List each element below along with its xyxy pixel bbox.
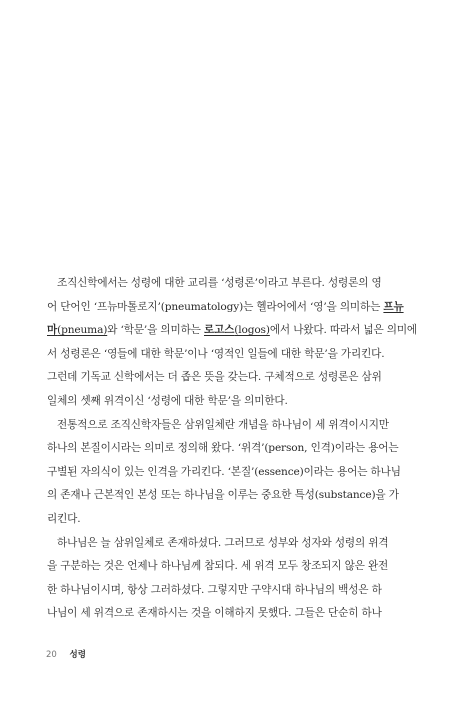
text-segment: 을 구분하는 것은 언제나 하나님께 참되다. 세 위격 모두 창조되지 않은 완전 <box>47 560 389 573</box>
text-line <box>47 555 427 579</box>
text-segment: 와 ‘학문’을 의미하는 <box>107 324 204 337</box>
text-line <box>47 579 427 603</box>
paragraph <box>47 532 427 626</box>
text-segment: 한 하나님이시며, 항상 그러하셨다. 그렇지만 구약시대 하나님의 백성은 하 <box>47 583 382 596</box>
text-segment: 에서 나왔다. 따라서 넓은 의미에 <box>269 324 418 337</box>
running-title: 성령 <box>69 650 86 660</box>
text-segment: 마 <box>47 324 58 337</box>
text-line <box>47 343 427 367</box>
text-segment: (pneuma) <box>57 324 108 337</box>
text-segment: 일체의 셋째 위격이신 ‘성령에 대한 학문’을 의미한다. <box>47 394 288 407</box>
text-line <box>47 296 427 320</box>
paragraph <box>47 272 427 414</box>
body-text <box>47 272 427 626</box>
text-segment: 서 성령론은 ‘영들에 대한 학문’이나 ‘영적인 일들에 대한 학문’을 가리킨다. <box>47 347 385 360</box>
text-segment: 리킨다. <box>47 512 81 525</box>
page-number: 20 <box>46 650 57 660</box>
text-segment: 프뉴 <box>383 300 404 313</box>
text-line <box>47 532 427 556</box>
text-line <box>47 366 427 390</box>
text-line <box>47 602 427 626</box>
text-segment: 하나의 본질이시라는 의미로 정의해 왔다. ‘위격’(person, 인격)이라는 용어는 <box>47 442 399 455</box>
text-segment: 어 단어인 ‘프뉴마톨로지’(pneumatology)는 헬라어에서 ‘영’을 의미하는 <box>47 300 384 313</box>
text-segment: 하나님은 늘 삼위일체로 존재하셨다. 그러므로 성부와 성자와 성령의 위격 <box>57 536 389 549</box>
text-line <box>47 390 427 414</box>
paragraph <box>47 414 427 532</box>
text-segment: 구별된 자의식이 있는 인격을 가리킨다. ‘본질’(essence)이라는 용어는 하나님 <box>47 465 401 478</box>
text-segment: 로고스 <box>203 324 235 337</box>
text-segment: 나님이 세 위격으로 존재하시는 것을 이해하지 못했다. 그들은 단순히 하나 <box>47 607 382 620</box>
text-segment: 의 존재나 근본적인 본성 또는 하나님을 이루는 중요한 특성(substance)을 가 <box>47 489 399 502</box>
text-segment: (logos) <box>234 324 270 337</box>
text-line <box>47 437 427 461</box>
text-segment: 조직신학에서는 성령에 대한 교리를 ‘성령론’이라고 부른다. 성령론의 영 <box>57 277 382 289</box>
text-line <box>47 461 427 485</box>
text-segment: 그런데 기독교 신학에서는 더 좁은 뜻을 갖는다. 구체적으로 성령론은 삼위 <box>47 371 382 384</box>
text-line <box>47 319 427 343</box>
text-line <box>47 484 427 508</box>
page-footer <box>46 648 86 660</box>
text-line <box>47 414 427 438</box>
text-segment: 전통적으로 조직신학자들은 삼위일체란 개념을 하나님이 세 위격이시지만 <box>57 418 389 431</box>
text-line <box>47 272 427 296</box>
text-line <box>47 508 427 532</box>
